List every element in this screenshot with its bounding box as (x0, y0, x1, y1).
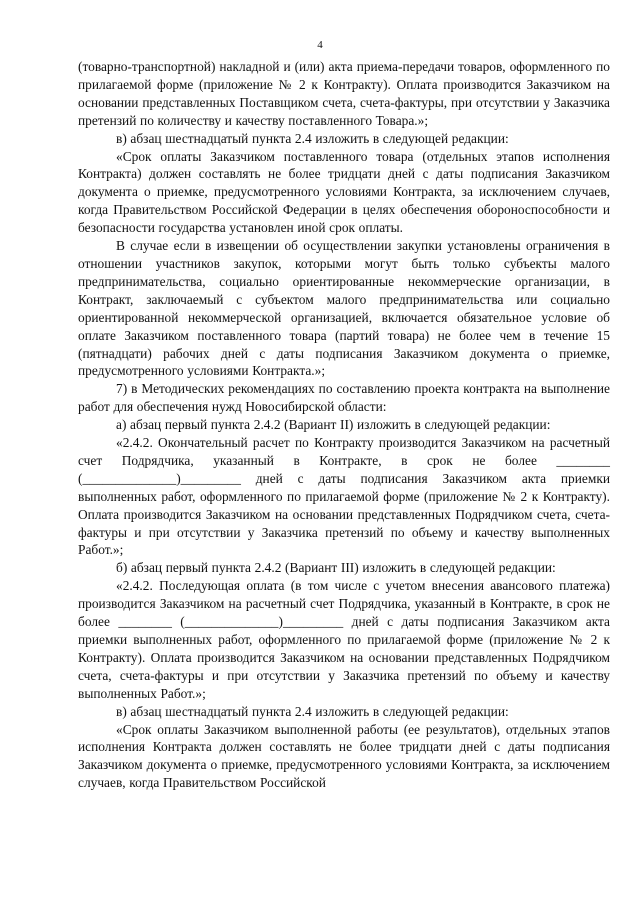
paragraph-continuation: (товарно-транспортной) накладной и (или) акта приема-передачи товаров, оформленного по прилагаемой форме (приложение № 2 к Контракту). Оплата производится Заказчиком на основании представленных Поставщиком счета, счета-фактуры, при отсутствии у Заказчика претензий по количеству и качеству поставленного Товара.»; (78, 59, 610, 128)
document-body (78, 58, 610, 792)
paragraph-clause-2-4-2-variant-2: «2.4.2. Окончательный расчет по Контракту производится Заказчиком на расчетный счет Подрядчика, указанный в Контракте, в срок не более ________ (______________)_________ дней с даты подписания Заказчиком акта приемки выполненных работ, оформленного по прилагаемой форме (приложение № 2 к Контракту). Оплата производится Заказчиком на основании представленных Подрядчиком счета, счета-фактуры и при отсутствии у Заказчика претензий по объему и качеству выполненных Работ.»; (78, 435, 610, 558)
paragraph-payment-term-goods: «Срок оплаты Заказчиком поставленного товара (отдельных этапов исполнения Контракта) должен составлять не более тридцати дней с даты подписания Заказчиком документа о приемке, предусмотренного условиями Контракта, за исключением случаев, когда Правительством Российской Федерации в целях обеспечения обороноспособности и безопасности государства установлен иной срок оплаты. (78, 148, 610, 236)
paragraph-amendment-v-works: в) абзац шестнадцатый пункта 2.4 изложить в следующей редакции: (116, 703, 509, 719)
page-number: 4 (317, 39, 323, 51)
paragraph-small-business: В случае если в извещении об осуществлении закупки установлены ограничения в отношении участников закупок, которыми могут быть только субъекты малого предпринимательства, социально ориентированные некоммерческие организации, в Контракт, заключаемый с субъектом малого предпринимательства или социально ориентированной некоммерческой организацией, включается обязательное условие об оплате Заказчиком поставленного товара (партий товара) не более чем в течение 15 (пятнадцати) рабочих дней с даты подписания Заказчиком документа о приемке, предусмотренного условиями Контракта.»; (78, 238, 610, 379)
paragraph-item-7: 7) в Методических рекомендациях по составлению проекта контракта на выполнение работ для обеспечения нужд Новосибирской области: (78, 381, 610, 415)
paragraph-amendment-b: б) абзац первый пункта 2.4.2 (Вариант III) изложить в следующей редакции: (116, 560, 556, 576)
paragraph-amendment-a: а) абзац первый пункта 2.4.2 (Вариант II) изложить в следующей редакции: (116, 417, 551, 433)
paragraph-clause-2-4-2-variant-3: «2.4.2. Последующая оплата (в том числе с учетом внесения авансового платежа) производится Заказчиком на расчетный счет Подрядчика, указанный в Контракте, в срок не более ________ (______________)_________ дней с даты подписания Заказчиком акта приемки выполненных работ, оформленного по прилагаемой форме (приложение № 2 к Контракту). Оплата производится Заказчиком на основании представленных Подрядчиком счета, счета-фактуры и при отсутствии у Заказчика претензий по объему и качеству выполненных Работ.»; (78, 578, 610, 701)
paragraph-payment-term-works: «Срок оплаты Заказчиком выполненной работы (ее результатов), отдельных этапов исполнения Контракта должен составлять не более тридцати дней с даты подписания Заказчиком документа о приемке, предусмотренного условиями Контракта, за исключением случаев, когда Правительством Российской (78, 721, 610, 791)
paragraph-amendment-v: в) абзац шестнадцатый пункта 2.4 изложить в следующей редакции: (116, 130, 509, 146)
